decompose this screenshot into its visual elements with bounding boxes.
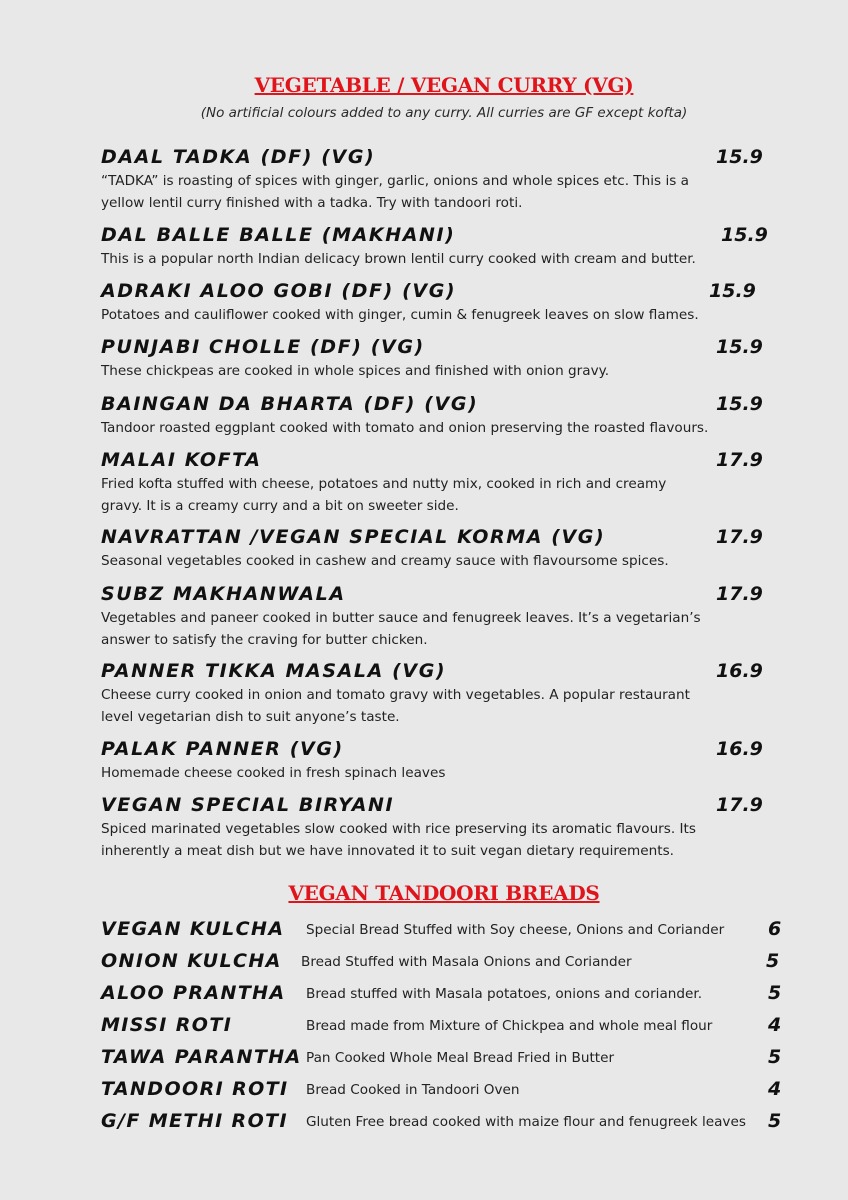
bread-price: 6: [768, 918, 782, 940]
item-name: VEGAN SPECIAL BIRYANI: [101, 794, 395, 816]
curry-section-title: VEGETABLE / VEGAN CURRY (VG): [254, 73, 634, 97]
item-description: Cheese curry cooked in onion and tomato gravy with vegetables. A popular restaurant level vegetarian dish to suit anyone’s taste.: [101, 687, 690, 725]
bread-description: Pan Cooked Whole Meal Bread Fried in Butter: [306, 1050, 615, 1066]
item-description: This is a popular north Indian delicacy brown lentil curry cooked with cream and butter.: [101, 251, 696, 267]
bread-price: 5: [766, 950, 780, 972]
item-name: DAAL TADKA (DF) (VG): [101, 146, 376, 168]
item-description: These chickpeas are cooked in whole spices and finished with onion gravy.: [101, 363, 610, 379]
item-description: Tandoor roasted eggplant cooked with tomato and onion preserving the roasted flavours.: [101, 420, 709, 436]
item-description: Seasonal vegetables cooked in cashew and creamy sauce with flavoursome spices.: [101, 553, 669, 569]
item-price: 17.9: [716, 794, 763, 816]
item-description: Fried kofta stuffed with cheese, potatoes and nutty mix, cooked in rich and creamy gravy. It is a creamy curry and a bit on sweeter side.: [101, 476, 667, 514]
item-name: PANNER TIKKA MASALA (VG): [101, 660, 447, 682]
bread-description: Special Bread Stuffed with Soy cheese, Onions and Coriander: [306, 922, 725, 938]
item-price: 15.9: [721, 224, 768, 246]
bread-price: 5: [768, 1110, 782, 1132]
item-name: PALAK PANNER (VG): [101, 738, 344, 760]
bread-price: 4: [768, 1078, 782, 1100]
item-name: NAVRATTAN /VEGAN SPECIAL KORMA (VG): [101, 526, 606, 548]
bread-price: 5: [768, 982, 782, 1004]
item-description: Spiced marinated vegetables slow cooked with rice preserving its aromatic flavours. Its inherently a meat dish but we have innovated it to suit vegan dietary requirements.: [101, 821, 696, 859]
item-price: 17.9: [716, 583, 763, 605]
bread-description: Bread Stuffed with Masala Onions and Coriander: [301, 954, 632, 970]
bread-description: Bread made from Mixture of Chickpea and whole meal flour: [306, 1018, 713, 1034]
item-price: 15.9: [716, 146, 763, 168]
item-name: BAINGAN DA BHARTA (DF) (VG): [101, 393, 479, 415]
item-price: 15.9: [716, 393, 763, 415]
item-price: 17.9: [716, 526, 763, 548]
item-description: Potatoes and cauliflower cooked with ginger, cumin & fenugreek leaves on slow flames.: [101, 307, 699, 323]
item-description: Vegetables and paneer cooked in butter sauce and fenugreek leaves. It’s a vegetarian’s answer to satisfy the craving for butter chicken.: [101, 610, 701, 648]
item-name: SUBZ MAKHANWALA: [101, 583, 346, 605]
bread-description: Bread Cooked in Tandoori Oven: [306, 1082, 520, 1098]
bread-name: ONION KULCHA: [101, 950, 282, 972]
bread-section-title: VEGAN TANDOORI BREADS: [288, 881, 600, 905]
bread-description: Gluten Free bread cooked with maize flour and fenugreek leaves: [306, 1114, 746, 1130]
curry-section-note: (No artificial colours added to any curry. All curries are GF except kofta): [200, 105, 688, 121]
item-description: Homemade cheese cooked in fresh spinach leaves: [101, 765, 446, 781]
item-price: 16.9: [716, 738, 763, 760]
item-name: ADRAKI ALOO GOBI (DF) (VG): [101, 280, 457, 302]
item-price: 15.9: [716, 336, 763, 358]
item-description: “TADKA” is roasting of spices with ginger, garlic, onions and whole spices etc. This is a yellow lentil curry finished with a tadka. Try with tandoori roti.: [101, 173, 689, 211]
bread-price: 4: [768, 1014, 782, 1036]
item-price: 17.9: [716, 449, 763, 471]
item-price: 16.9: [716, 660, 763, 682]
bread-name: MISSI ROTI: [101, 1014, 233, 1036]
bread-name: TANDOORI ROTI: [101, 1078, 289, 1100]
item-price: 15.9: [709, 280, 756, 302]
item-name: PUNJABI CHOLLE (DF) (VG): [101, 336, 425, 358]
bread-name: TAWA PARANTHA: [101, 1046, 302, 1068]
bread-price: 5: [768, 1046, 782, 1068]
item-name: DAL BALLE BALLE (MAKHANI): [101, 224, 456, 246]
bread-name: G/F METHI ROTI: [101, 1110, 288, 1132]
bread-description: Bread stuffed with Masala potatoes, onions and coriander.: [306, 986, 703, 1002]
bread-name: ALOO PRANTHA: [101, 982, 286, 1004]
item-name: MALAI KOFTA: [101, 449, 262, 471]
bread-name: VEGAN KULCHA: [101, 918, 285, 940]
